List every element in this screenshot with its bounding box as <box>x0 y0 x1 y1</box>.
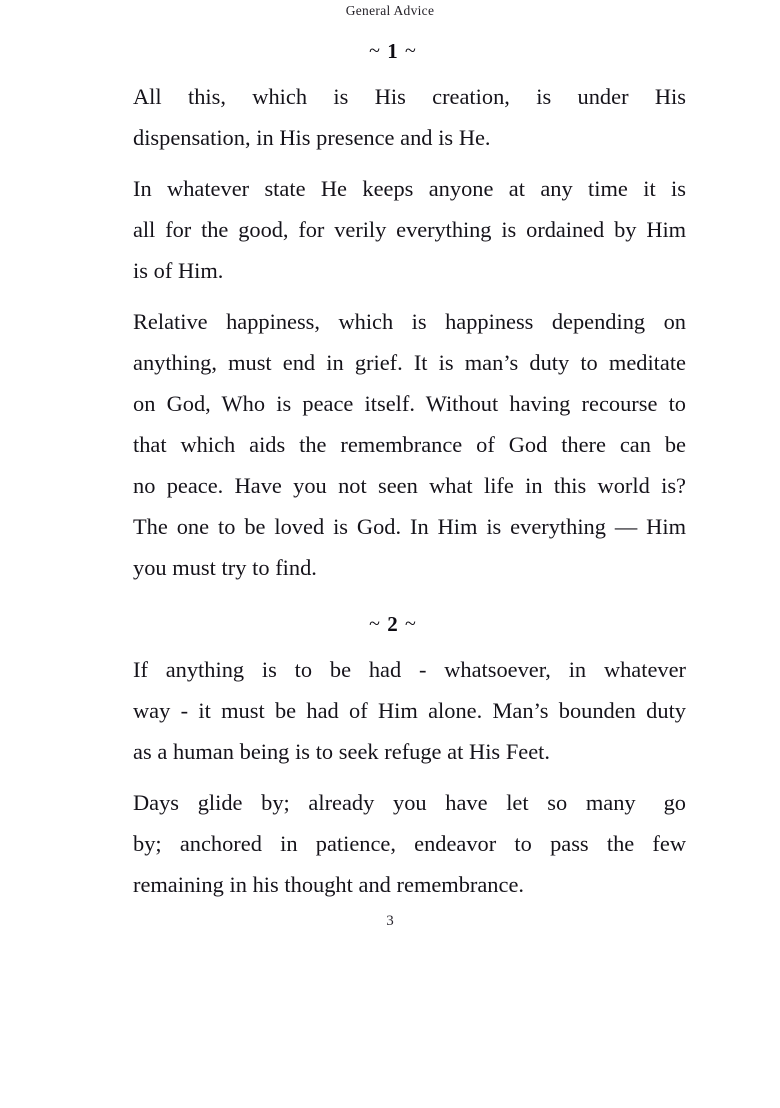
paragraph <box>100 301 686 588</box>
text-line: Relative happiness, which is happiness depending on <box>133 309 686 334</box>
paragraph <box>100 76 686 158</box>
section-number-value: 1 <box>387 39 399 63</box>
text-line: remaining in his thought and remembrance. <box>133 872 524 897</box>
text-line: that which aids the remembrance of God there can be <box>133 432 686 457</box>
section-heading-2 <box>100 609 686 640</box>
page-number: 3 <box>386 913 394 929</box>
text-line: on God, Who is peace itself. Without having recourse to <box>133 391 686 416</box>
text-line: Days glide by; already you have let so many go <box>133 790 686 815</box>
text-line: no peace. Have you not seen what life in this world is? <box>133 473 686 498</box>
text-line: by; anchored in patience, endeavor to pass the few <box>133 831 686 856</box>
running-head: General Advice <box>345 3 435 18</box>
section-number-value: 2 <box>387 612 399 636</box>
text-line: The one to be loved is God. In Him is everything — Him <box>133 514 686 539</box>
text-line: anything, must end in grief. It is man’s duty to meditate <box>133 350 686 375</box>
paragraph <box>100 782 686 905</box>
tilde-right-icon: ~ <box>405 40 417 62</box>
text-line: dispensation, in His presence and is He. <box>133 125 491 150</box>
paragraph <box>100 168 686 291</box>
text-line: If anything is to be had - whatsoever, in whatever <box>133 657 686 682</box>
text-line: you must try to find. <box>133 555 317 580</box>
tilde-right-icon: ~ <box>405 613 417 635</box>
section-heading-1 <box>100 36 686 67</box>
tilde-left-icon: ~ <box>369 40 381 62</box>
paragraph <box>100 649 686 772</box>
text-line: All this, which is His creation, is under His <box>133 84 686 109</box>
text-line: is of Him. <box>133 258 224 283</box>
text-line: way - it must be had of Him alone. Man’s bounden duty <box>133 698 686 723</box>
text-column <box>100 36 686 905</box>
text-line: all for the good, for verily everything is ordained by Him <box>133 217 686 242</box>
text-line: In whatever state He keeps anyone at any time it is <box>133 176 686 201</box>
text-line: as a human being is to seek refuge at His Feet. <box>133 739 550 764</box>
tilde-left-icon: ~ <box>369 613 381 635</box>
